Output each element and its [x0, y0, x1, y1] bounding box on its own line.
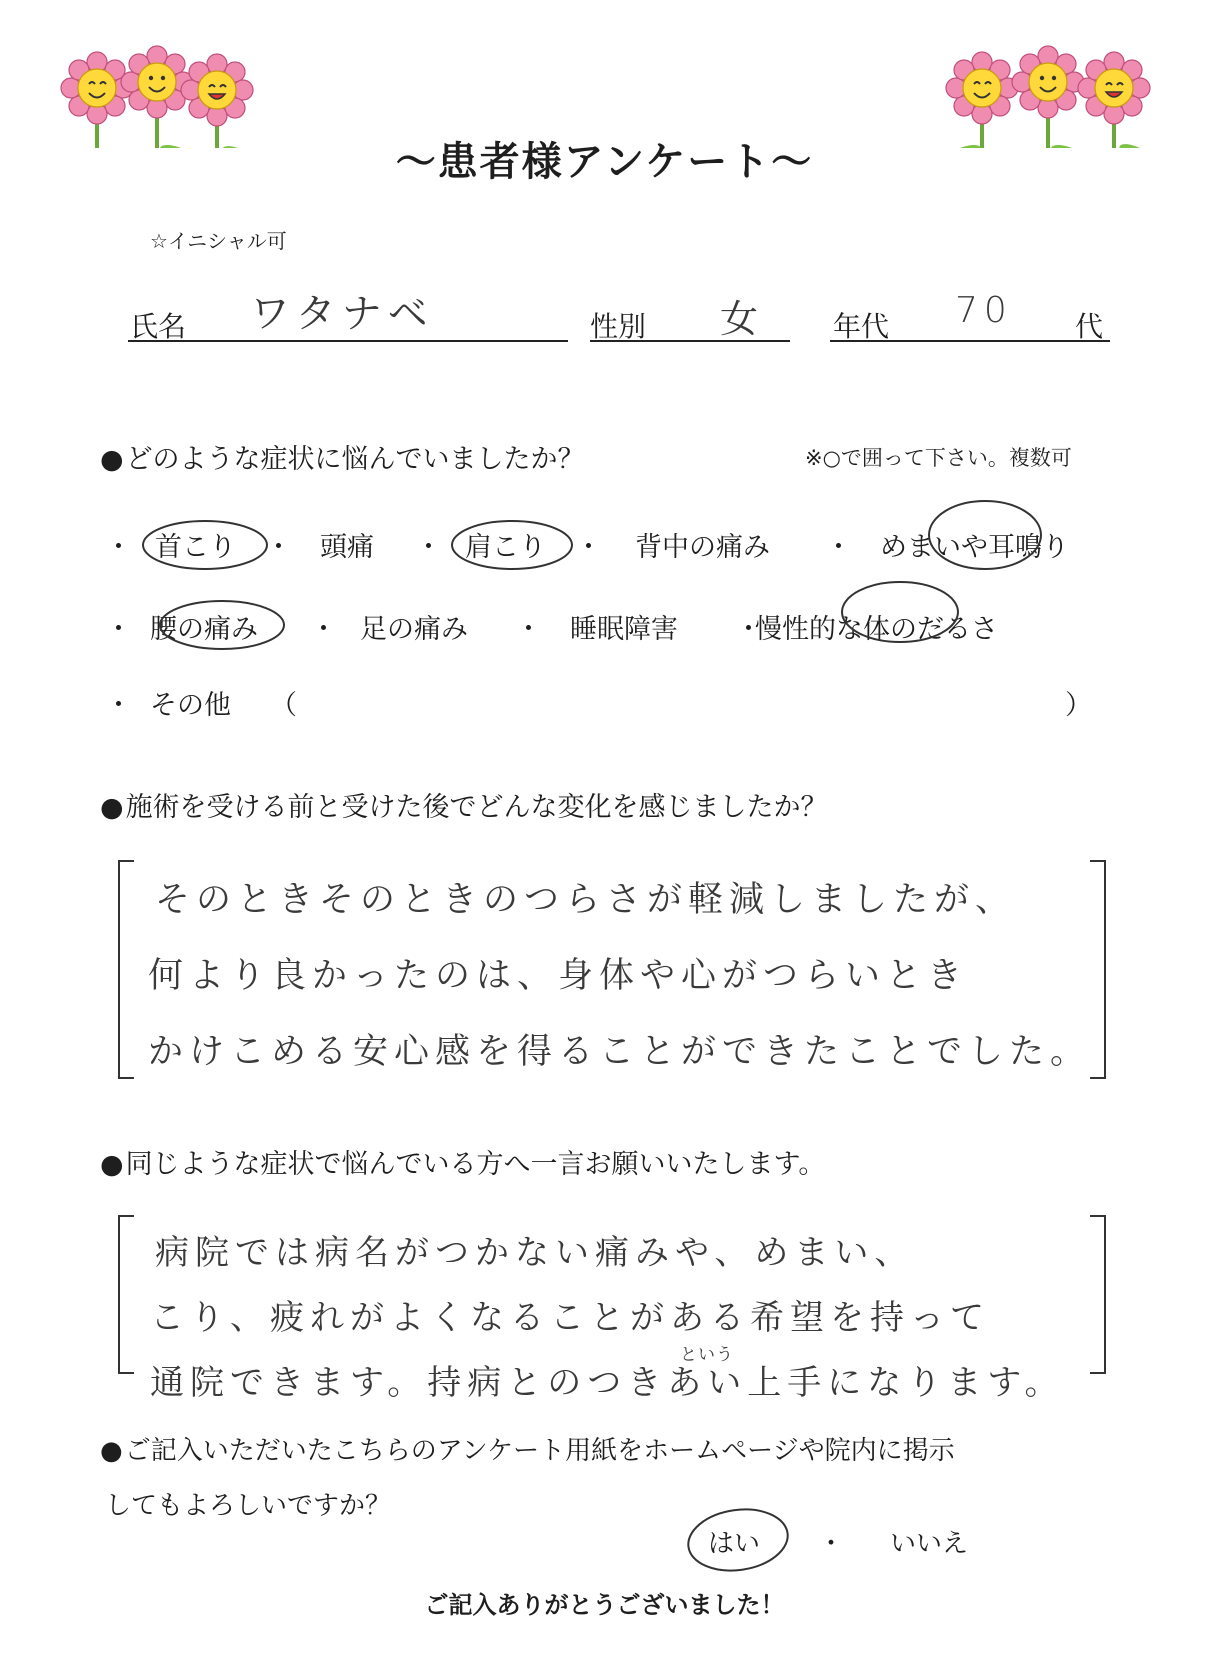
- age-suffix: 代: [1075, 310, 1104, 343]
- selection-circles: [0, 0, 1209, 760]
- name-value[interactable]: ワタナベ: [250, 291, 434, 337]
- answer-box-message-right: [1090, 1215, 1106, 1374]
- answer-message-line-2[interactable]: こり、疲れがよくなることがある希望を持って: [150, 1298, 990, 1338]
- permission-yes-option[interactable]: はい: [708, 1529, 761, 1559]
- answer-changes-line-1[interactable]: そのときそのときのつらさが軽減しましたが、: [155, 880, 1017, 920]
- gender-value[interactable]: 女: [720, 297, 765, 341]
- question-message: ● 同じような症状で悩んでいる方へ一言お願いいたします。: [100, 1142, 825, 1181]
- answer-message-inserted-note: という: [680, 1345, 734, 1365]
- question-symptoms: ● どのような症状に悩んでいましたか？: [100, 437, 585, 476]
- answer-message-line-1[interactable]: 病院では病名がつかない痛みや、めまい、: [155, 1233, 915, 1273]
- option-back-pain[interactable]: 背中の痛み: [635, 532, 770, 563]
- answer-box-message-left: [118, 1215, 134, 1374]
- option-headache[interactable]: 頭痛: [320, 532, 374, 563]
- answer-box-changes-right: [1090, 860, 1106, 1079]
- question-permission: ● ご記入いただいたこちらのアンケート用紙をホームページや院内に掲示: [100, 1430, 955, 1467]
- age-value[interactable]: 70: [955, 290, 1013, 331]
- page-title: 〜患者様アンケート〜: [395, 139, 814, 185]
- gender-label: 性別: [590, 310, 647, 343]
- option-shoulder-stiffness[interactable]: 肩こり: [465, 532, 546, 563]
- circle-neck-stiffness: [143, 521, 267, 569]
- symptom-row-2: ・ 腰の痛み ・ 足の痛み ・ 睡眠障害 ・ 慢性的な体のだるさ: [105, 607, 1125, 647]
- thank-you-footer: ご記入ありがとうございました！: [424, 1591, 785, 1619]
- question-changes: ● 施術を受ける前と受けた後でどんな変化を感じましたか？: [100, 785, 828, 824]
- circle-shoulder-stiffness: [452, 521, 572, 569]
- option-sleep-disorder[interactable]: 睡眠障害: [570, 614, 678, 645]
- option-neck-stiffness[interactable]: 首こり: [155, 532, 236, 563]
- permission-no-option[interactable]: いいえ: [890, 1529, 969, 1559]
- answer-message-line-3[interactable]: 通院できます。持病とのつきあい上手になります。: [150, 1363, 1065, 1403]
- permission-separator: ・: [818, 1529, 845, 1559]
- option-leg-pain[interactable]: 足の痛み: [360, 614, 468, 645]
- circle-lower-back-pain: [160, 601, 284, 649]
- circle-dizziness: [929, 501, 1041, 569]
- other-close-paren: ）: [1065, 690, 1092, 721]
- name-label: 氏名: [130, 310, 187, 343]
- option-chronic-fatigue[interactable]: 慢性的な体のだるさ: [755, 614, 998, 645]
- question-symptoms-note: ※○で囲って下さい。複数可: [805, 446, 1072, 470]
- circle-chronic-fatigue: [842, 582, 958, 642]
- option-lower-back-pain[interactable]: 腰の痛み: [150, 614, 258, 645]
- option-other[interactable]: その他: [150, 690, 231, 721]
- symptom-row-1: ・ 首こり ・ 頭痛 ・ 肩こり ・ 背中の痛み ・ めまいや耳鳴り: [105, 525, 1125, 565]
- option-dizziness-tinnitus[interactable]: めまいや耳鳴り: [880, 532, 1069, 563]
- question-permission-line-2: してもよろしいですか？: [105, 1491, 392, 1521]
- answer-changes-line-2[interactable]: 何より良かったのは、身体や心がつらいとき: [148, 956, 969, 996]
- answer-changes-line-3[interactable]: かけこめる安心感を得ることができたことでした。: [148, 1032, 1092, 1072]
- other-open-paren: （: [270, 690, 297, 721]
- circle-yes: [680, 1500, 800, 1590]
- answer-box-changes-left: [118, 860, 134, 1079]
- initial-note: ☆イニシャル可: [150, 229, 287, 253]
- age-label: 年代: [833, 310, 890, 343]
- symptom-row-3: ・ その他 （ ）: [105, 683, 1125, 723]
